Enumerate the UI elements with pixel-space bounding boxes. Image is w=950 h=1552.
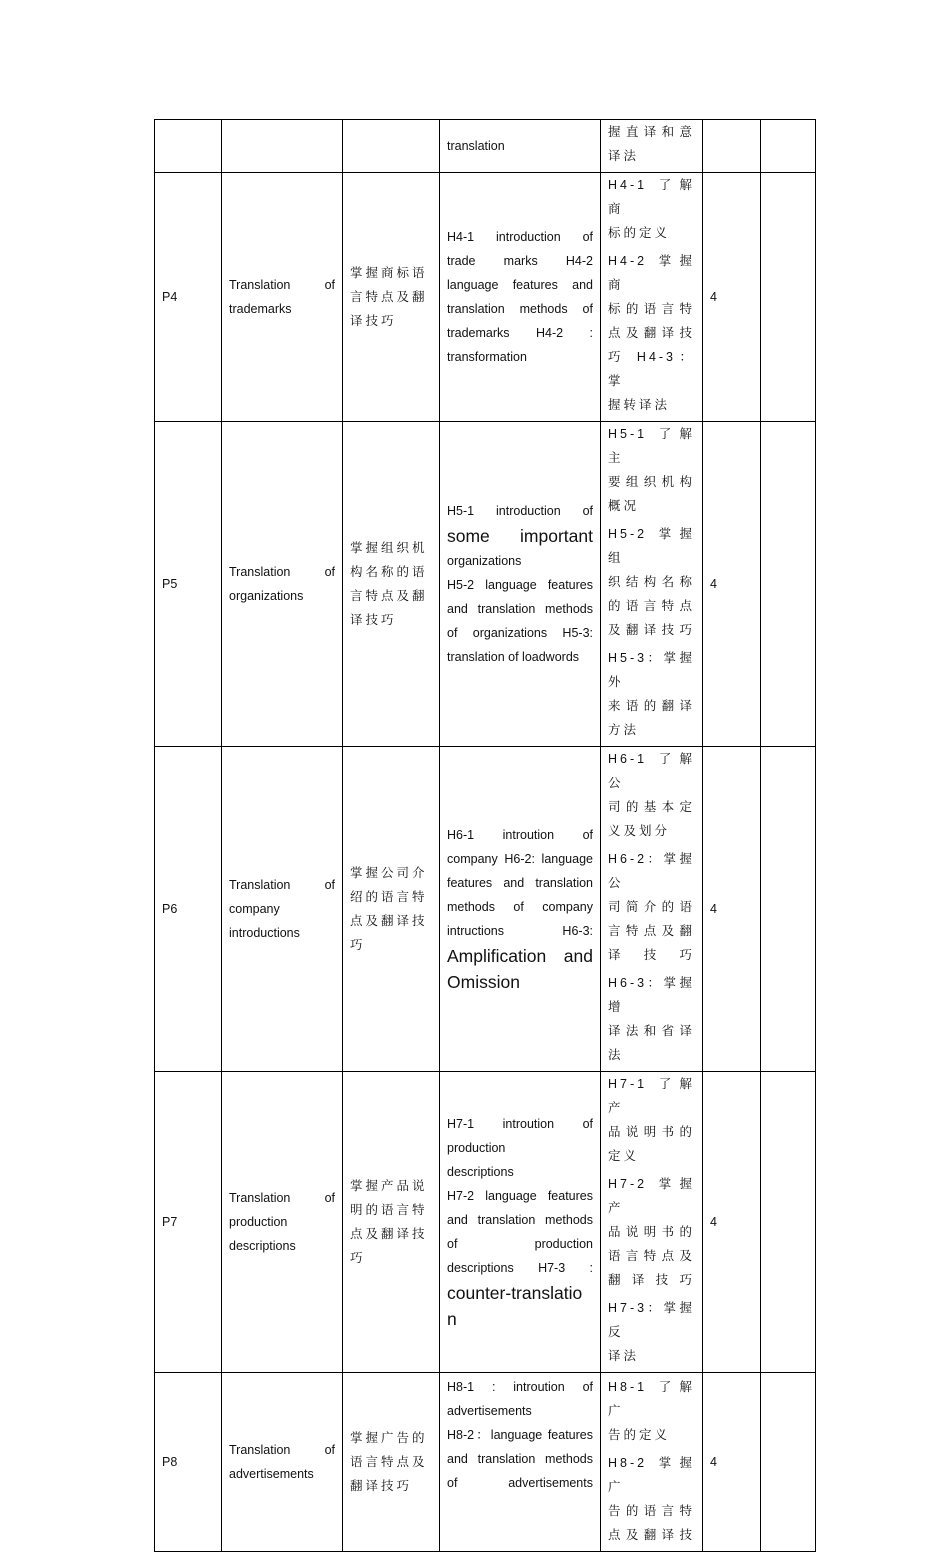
goal-line: 巧 H4-3：掌 [608,350,695,388]
title-line: Translation of [229,565,335,579]
goal-line: 告的定义 [608,1428,671,1442]
topic-line: H7-2 language features [447,1189,593,1203]
goal-line: H4-2 掌握商 [608,254,695,292]
goal-line: 的语言特点 [608,599,695,613]
project-code: P4 [155,173,222,422]
title-line: company [229,902,280,916]
topic-line: of production [447,1237,593,1251]
goal-line: H7-3：掌握反 [608,1301,695,1339]
goal-line: 定义 [608,1149,640,1163]
table-row [155,422,816,747]
goal-line: 来语的翻译 [608,699,695,713]
blank-cell [761,747,816,1072]
goal-line: 译法 [608,149,640,163]
blank-cell [761,1072,816,1373]
topic-line: company H6-2: language [447,852,593,866]
hours-cell: 4 [703,173,761,422]
topics-cell [440,747,601,1072]
goal-line: H7-1 了解产 [608,1077,695,1115]
table-row [155,173,816,422]
title-line: production [229,1215,288,1229]
goal-line: H6-2：掌握公 [608,852,695,890]
goal-line: H5-3：掌握外 [608,651,695,689]
goal-line: 品说明书的 [608,1125,695,1139]
goal-line: H6-1 了解公 [608,752,695,790]
table-row [155,1072,816,1373]
blank-cell [761,422,816,747]
topic-line: and translation methods [447,1452,593,1466]
goal-line: 握直译和意 [608,125,695,139]
topic-line: descriptions H7-3 : [447,1261,593,1275]
goal-line: H8-1 了解广 [608,1380,695,1418]
title-line: trademarks [229,302,292,316]
goal-line: 翻译技巧 [608,1273,695,1287]
project-title [222,120,343,173]
skill-objective: 掌握商标语言特点及翻译技巧 [343,173,440,422]
topic-line: translation [447,139,505,153]
goal-item [608,1451,695,1547]
goal-line: 言特点及翻 [608,924,695,938]
topics-cell [440,422,601,747]
project-title [222,1072,343,1373]
goal-line: 要组织机构 [608,475,695,489]
topic-line: features and translation [447,876,593,890]
goal-line: 告的语言特 [608,1504,695,1518]
title-line: introductions [229,926,300,940]
hours-cell: 4 [703,1373,761,1552]
project-title [222,173,343,422]
topic-line: some important [447,526,593,546]
skill-objective [343,120,440,173]
topic-line: descriptions [447,1165,514,1179]
blank-cell [761,173,816,422]
goal-line: 语言特点及 [608,1249,695,1263]
goal-line: 点及翻译技 [608,326,695,340]
goal-line: 司的基本定 [608,800,695,814]
topic-line: language features and [447,278,593,292]
topic-line: H5-2 language features [447,578,593,592]
goal-line: H6-3：掌握增 [608,976,695,1014]
goal-line: H7-2 掌握产 [608,1177,695,1215]
goal-line: 译法 [608,1349,640,1363]
project-title [222,422,343,747]
hours-cell: 4 [703,422,761,747]
project-title [222,747,343,1072]
topic-line: advertisements [447,1404,532,1418]
topic-line: H6-1 introution of [447,828,593,842]
topic-line: intructions H6-3: [447,924,593,938]
goals-cell [601,1072,703,1373]
topic-line: transformation [447,350,527,364]
project-code: P8 [155,1373,222,1552]
topic-line: of advertisements [447,1476,593,1490]
goal-line: 义及划分 [608,824,671,838]
goal-item [608,646,695,742]
goal-item [608,120,695,168]
goal-line: 点及翻译技 [608,1528,695,1542]
title-line: Translation of [229,278,335,292]
goal-line: 标的语言特 [608,302,695,316]
table-row [155,747,816,1072]
goal-line: 司简介的语 [608,900,695,914]
topic-line: methods of company [447,900,593,914]
skill-objective: 掌握组织机构名称的语言特点及翻译技巧 [343,422,440,747]
goals-cell [601,120,703,173]
hours-cell [703,120,761,173]
goal-line: 织结构名称 [608,575,695,589]
goal-line: 译法和省译 [608,1024,695,1038]
topics-cell [440,120,601,173]
title-line: organizations [229,589,304,603]
goal-item [608,1296,695,1368]
goal-item [608,1072,695,1168]
topics-cell [440,1373,601,1552]
skill-objective: 掌握产品说明的语言特点及翻译技巧 [343,1072,440,1373]
topic-line: counter-translatio [447,1283,583,1303]
topic-line: trade marks H4-2 [447,254,593,268]
topic-line: and translation methods [447,602,593,616]
course-table [154,119,816,1552]
goal-line: H8-2 掌握广 [608,1456,695,1494]
project-code: P7 [155,1072,222,1373]
goal-line: 方法 [608,723,640,737]
goal-item [608,747,695,843]
goal-line: H5-2 掌握组 [608,527,695,565]
topic-line: n [447,1309,457,1329]
goal-line: 译 技 巧 [608,948,695,962]
blank-cell [761,1373,816,1552]
title-line: Translation of [229,1191,335,1205]
topic-line: and translation methods [447,1213,593,1227]
goals-cell [601,1373,703,1552]
topic-line: H7-1 introution of [447,1117,593,1131]
goal-item [608,522,695,642]
topic-line: translation of loadwords [447,650,580,664]
topic-line: H4-1 introduction of [447,230,593,244]
topic-line: translation methods of [447,302,593,316]
goal-line: 握转译法 [608,398,671,412]
goal-item [608,422,695,518]
topic-line: H8-1 : introution of [447,1380,593,1394]
topic-line: Amplification and [447,946,593,966]
topic-line: Omission [447,972,520,992]
project-code [155,120,222,173]
goal-line: 标的定义 [608,226,671,240]
topic-line: H8-2：language features [447,1428,593,1442]
goal-item [608,1375,695,1447]
topic-line: H5-1 introduction of [447,504,593,518]
blank-cell [761,120,816,173]
title-line: descriptions [229,1239,296,1253]
goal-line: 法 [608,1048,624,1062]
project-title [222,1373,343,1552]
skill-objective: 掌握公司介绍的语言特点及翻译技巧 [343,747,440,1072]
topics-cell [440,173,601,422]
goal-item [608,1172,695,1292]
project-code: P6 [155,747,222,1072]
title-line: Translation of [229,878,335,892]
topics-cell [440,1072,601,1373]
goal-item [608,847,695,967]
topic-line: trademarks H4-2 : [447,326,593,340]
table-row [155,1373,816,1552]
topic-line: production [447,1141,506,1155]
goal-line: H5-1 了解主 [608,427,695,465]
goal-item [608,971,695,1067]
goal-item [608,249,695,417]
table-row [155,120,816,173]
goal-line: 概况 [608,499,640,513]
skill-objective: 掌握广告的语言特点及翻译技巧 [343,1373,440,1552]
goal-line: H4-1 了解商 [608,178,695,216]
goals-cell [601,422,703,747]
title-line: advertisements [229,1467,314,1481]
title-line: Translation of [229,1443,335,1457]
topic-line: of organizations H5-3: [447,626,593,640]
goal-line: 及翻译技巧 [608,623,695,637]
goal-item [608,173,695,245]
hours-cell: 4 [703,1072,761,1373]
goals-cell [601,747,703,1072]
project-code: P5 [155,422,222,747]
goals-cell [601,173,703,422]
topic-line: organizations [447,554,522,568]
goal-line: 品说明书的 [608,1225,695,1239]
hours-cell: 4 [703,747,761,1072]
